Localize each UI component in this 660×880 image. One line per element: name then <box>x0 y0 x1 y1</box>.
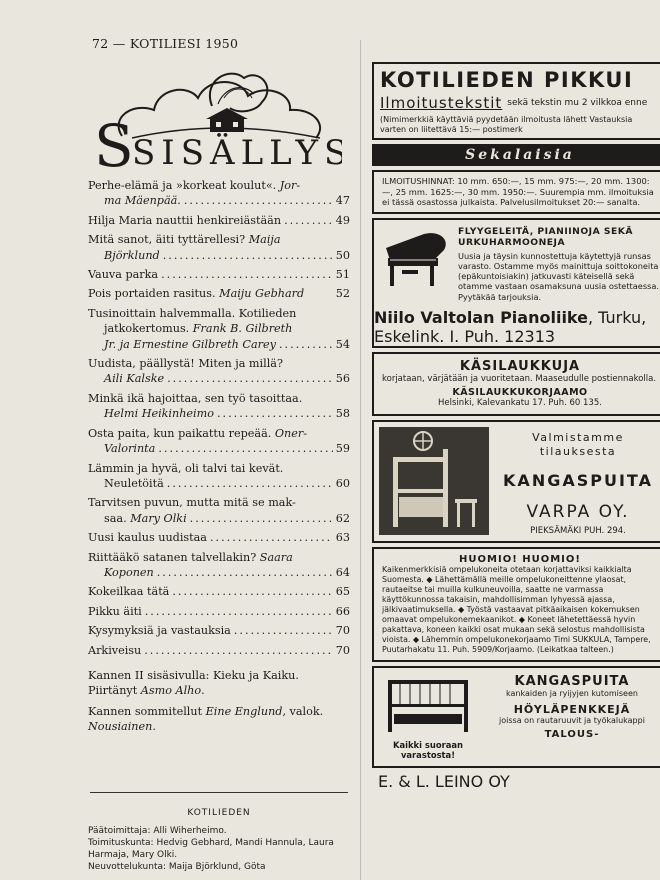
toc-line-text <box>88 286 304 301</box>
toc-dot-leader <box>144 643 333 658</box>
toc-line-text <box>88 550 293 565</box>
toc-page-number: 49 <box>335 213 350 227</box>
toc-dot-leader <box>284 213 333 228</box>
toc-line <box>88 213 350 228</box>
toc-line <box>88 178 350 193</box>
ad-leino-heading2: HÖYLÄPENKKEJÄ <box>513 702 631 716</box>
toc-dot-leader <box>210 530 333 545</box>
classifieds-note: (Nimimerkkiä käyttäviä pyydetään ilmoitusta lähett Vastauksia varten on liitettävä 15:— postimerk <box>380 115 633 134</box>
ad-leino-caption: Kaikki suoraan varastosta! <box>392 739 464 760</box>
toc-author: Frank B. Gilbreth <box>192 322 293 336</box>
toc-entry <box>88 584 350 599</box>
cover-credits <box>88 668 350 740</box>
toc-title: Perhe-elämä ja »korkeat koulut«. <box>88 179 280 192</box>
toc-line-text <box>88 495 296 510</box>
table-of-contents <box>88 178 350 662</box>
credit-line <box>88 704 350 735</box>
toc-page-number: 63 <box>335 531 350 545</box>
toc-line-text <box>88 213 281 228</box>
toc-line <box>88 461 350 476</box>
classified-ads-column <box>372 62 660 880</box>
toc-title: Pois portaiden rasitus. <box>88 287 220 301</box>
toc-line <box>88 530 350 545</box>
toc-page-number: 64 <box>335 565 350 579</box>
loom-icon <box>380 674 476 734</box>
toc-title: Vauva parka <box>88 268 159 282</box>
ad-varpa-line1: Valmistamme tilauksesta <box>532 430 624 458</box>
toc-line-text <box>104 476 164 491</box>
toc-line-text <box>104 193 181 208</box>
toc-title: Uudista, päällystä! Miten ja millä? <box>88 357 283 371</box>
toc-dot-leader <box>184 193 333 208</box>
toc-line <box>88 426 350 441</box>
toc-title: Arkiveisu <box>88 643 142 657</box>
credit-name: Nousiainen <box>88 720 153 734</box>
ad-handbags-text: korjataan, värjätään ja vuoritetaan. Maaseudulle postiennakolla. <box>382 373 657 384</box>
toc-line <box>88 565 350 580</box>
title-illustration <box>92 58 342 176</box>
toc-line-text <box>88 530 207 545</box>
toc-page-number: 59 <box>335 442 350 456</box>
toc-line-text <box>88 623 231 638</box>
toc-title: . <box>177 194 181 208</box>
toc-author: ma Mäenpää <box>104 194 178 208</box>
credit-text: , valok. <box>282 704 324 718</box>
toc-author: Mary Olki <box>130 511 187 525</box>
toc-author: Maija <box>248 233 281 247</box>
toc-line-text <box>88 356 283 371</box>
toc-author: Valorinta <box>104 442 156 456</box>
ad-varpa-product: KANGASPUITA <box>503 470 653 490</box>
toc-line-text <box>88 426 307 441</box>
house-cloud-illustration <box>92 58 342 176</box>
toc-entry <box>88 461 350 492</box>
toc-title: Kysymyksiä ja vastauksia <box>88 624 231 638</box>
toc-title: jatkokertomus. <box>104 322 193 336</box>
toc-line <box>88 337 350 352</box>
toc-dot-leader <box>163 248 333 263</box>
ad-leino-heading3: TALOUS- <box>544 728 600 740</box>
toc-author: Saara <box>259 550 293 564</box>
title-word: SISÄLLYS <box>132 133 342 173</box>
ad-piano-address: , Turku, Eskelink. I. Puh. 12313 <box>374 307 647 346</box>
masthead-line: Neuvottelukunta: Maija Björklund, Göta <box>88 862 266 872</box>
masthead-title: KOTILIEDEN <box>187 808 251 818</box>
toc-title: Osta paita, kun paikattu repeää. <box>88 426 275 440</box>
toc-entry <box>88 550 350 581</box>
toc-title: Kokeilkaa tätä <box>88 585 170 599</box>
toc-line-text <box>104 321 292 336</box>
toc-line-text <box>104 441 155 456</box>
toc-dot-leader <box>172 584 332 599</box>
toc-line-text <box>88 306 296 321</box>
ad-handbags-company: KÄSILAUKKUKORJAAMO <box>452 387 588 399</box>
toc-line <box>88 511 350 526</box>
toc-title: Pikku äiti <box>88 604 142 618</box>
toc-line-text <box>88 267 158 282</box>
toc-line-text <box>104 406 214 421</box>
toc-line <box>88 371 350 386</box>
toc-title: Minkä ikä hajoittaa, sen työ tasoittaa. <box>88 391 303 405</box>
credit-name: Asmo Alho <box>140 684 202 698</box>
toc-entry <box>88 178 350 209</box>
toc-line <box>88 232 350 247</box>
ad-sewing-heading: HUOMIO! HUOMIO! <box>459 553 581 565</box>
toc-line <box>88 550 350 565</box>
toc-page-number: 51 <box>335 268 350 282</box>
toc-page-number: 52 <box>335 287 350 301</box>
toc-line <box>88 584 350 599</box>
toc-line-text <box>88 391 302 406</box>
toc-author: Oner- <box>274 426 308 440</box>
ad-handbags <box>372 352 660 416</box>
toc-dot-leader <box>161 267 333 282</box>
toc-entry <box>88 267 350 282</box>
credit-text: . <box>201 684 205 698</box>
toc-author: Helmi Heikinheimo <box>104 407 214 421</box>
toc-line <box>88 267 350 282</box>
toc-page-number: 60 <box>335 476 350 490</box>
toc-entry <box>88 391 350 422</box>
toc-title: saa. <box>104 511 131 525</box>
toc-entry <box>88 495 350 526</box>
toc-page-number: 70 <box>335 624 350 638</box>
toc-line <box>88 441 350 456</box>
toc-line <box>88 356 350 371</box>
credit-text: . <box>152 720 156 734</box>
ad-piano <box>372 218 660 348</box>
ad-sewing-machines <box>372 547 660 662</box>
masthead-line: Toimituskunta: Hedvig Gebhard, Mandi Hannula, Laura Harmaja, Mary Olki. <box>88 838 334 860</box>
classifieds-title: KOTILIEDEN PIKKUI <box>380 68 634 92</box>
ad-piano-company: Niilo Valtolan Pianoliike <box>374 307 588 327</box>
masthead-line: Päätoimittaja: Alli Wiherheimo. <box>88 825 227 836</box>
toc-entry <box>88 232 350 263</box>
toc-line <box>88 193 350 208</box>
ad-leino-heading: KANGASPUITA <box>514 673 630 689</box>
toc-line <box>88 643 350 658</box>
classifieds-subtitle: Ilmoitustekstit <box>380 94 503 112</box>
toc-line <box>88 623 350 638</box>
toc-line <box>88 321 350 336</box>
toc-author: Björklund <box>104 248 160 262</box>
ad-handbags-heading: KÄSILAUKKUJA <box>459 358 581 374</box>
toc-dot-leader <box>157 565 333 580</box>
masthead <box>88 808 350 875</box>
toc-line-text <box>104 371 164 386</box>
ad-varpa-company: VARPA OY. <box>526 501 630 522</box>
toc-line <box>88 476 350 491</box>
toc-page-number: 58 <box>335 407 350 421</box>
toc-line <box>88 391 350 406</box>
column-divider <box>360 40 361 880</box>
toc-line <box>88 495 350 510</box>
toc-line-text <box>88 232 281 247</box>
toc-entry <box>88 306 350 352</box>
toc-dot-leader <box>158 441 332 456</box>
toc-dot-leader <box>167 371 333 386</box>
ad-piano-text: Uusia ja täysin kunnostettuja käytettyjä runsas varasto. Ostamme myös mainittuja soittokoneita (epäkuntoisiakin) jatkuvasti käteisellä sekä otamme vastaan osamaksuna uusia ostettaessa. Pyytäkää tarjouksia. <box>458 250 659 302</box>
toc-line <box>88 248 350 263</box>
ad-leino-text2: joissa on rautaruuvit ja työkalukappi <box>499 715 645 725</box>
credit-text: Kannen II sisäsivulla: Kieku ja Kaiku. Piirtänyt <box>88 669 299 698</box>
toc-page-number: 54 <box>335 337 350 351</box>
toc-dot-leader <box>167 476 333 491</box>
toc-dot-leader <box>234 623 333 638</box>
toc-page-number: 62 <box>335 511 350 525</box>
classifieds-header <box>372 62 660 140</box>
toc-dot-leader <box>190 511 333 526</box>
toc-line-text <box>88 178 300 193</box>
title-big-s: S <box>94 112 134 176</box>
toc-line-text <box>104 565 154 580</box>
toc-line-text <box>88 643 141 658</box>
toc-entry <box>88 530 350 545</box>
toc-line-text <box>88 604 142 619</box>
toc-page-number: 50 <box>335 248 350 262</box>
ad-varpa <box>372 420 660 543</box>
credit-line <box>88 668 350 699</box>
toc-line <box>88 306 350 321</box>
toc-title: Uusi kaulus uudistaa <box>88 531 207 545</box>
toc-line-text <box>104 248 160 263</box>
toc-entry <box>88 604 350 619</box>
toc-line-text <box>104 511 187 526</box>
loom-photo-image <box>379 427 489 535</box>
toc-author: Jor- <box>279 179 301 192</box>
toc-title: Tarvitsen puvun, mutta mitä se mak- <box>88 496 296 510</box>
toc-page-number: 66 <box>335 604 350 618</box>
toc-dot-leader <box>145 604 333 619</box>
toc-title: Tusinoittain halvemmalla. Kotilieden <box>88 306 297 320</box>
ad-sewing-text: Kaikenmerkkisiä ompelukoneita otetaan korjattaviksi kaikkialta Suomesta. ◆ Lähettämällä meille ompelukoneittenne ylaosat, rautaeitse tai muilla kulkuneuvoilla, saatte ne varmassa käyttökunnossa takaisin, mahdollisimman lyhyessä ajassa, jälkivaatimuksella. ◆ Työstä vastaavat pitkäaikaisen kokemuksen omaavat ompelukonemekaanikot. ◆ Koneet lähetettäessä hyvin pakattava, koneen kaikki osat mukaan sekä selostus mahdollisista vioista. ◆ Lähemmin ompelukonekorjaamo Timi SUKKULA, Tampere, Puutarhakatu 11. Puh. 5909/Korjaamo. (Leikatkaa talteen.) <box>382 564 651 654</box>
toc-entry <box>88 643 350 658</box>
toc-entry <box>88 426 350 457</box>
ad-leino-text1: kankaiden ja ryijyjen kutomiseen <box>506 688 638 698</box>
ad-leino <box>372 666 660 768</box>
toc-line-text <box>88 461 283 476</box>
toc-page-number: 65 <box>335 585 350 599</box>
ad-handbags-address: Helsinki, Kalevankatu 17. Puh. 60 135. <box>438 398 602 409</box>
grand-piano-icon <box>380 226 452 292</box>
toc-title: Lämmin ja hyvä, oli talvi tai kevät. <box>88 461 284 475</box>
toc-title: Mitä sanot, äiti tyttärellesi? <box>88 233 249 247</box>
ad-leino-company: E. & L. LEINO OY <box>378 771 510 791</box>
toc-dot-leader <box>217 406 333 421</box>
toc-author: Koponen <box>104 565 154 579</box>
toc-page-number: 56 <box>335 372 350 386</box>
toc-entry <box>88 286 350 301</box>
ad-varpa-address: PIEKSÄMÄKI PUH. 294. <box>530 525 626 536</box>
toc-line-text <box>104 337 276 352</box>
ad-prices: ILMOITUSHINNAT: 10 mm. 650:—, 15 mm. 975:—, 20 mm. 1300:—, 25 mm. 1625:—, 30 mm. 1950:—. Suurempia mm. ilmoituksia ei tässä osastossa julkaista. Palvelusilmoitukset 20:— sanalta. <box>372 170 660 214</box>
toc-title: Neuletöitä <box>104 476 164 490</box>
toc-line-text <box>88 584 169 599</box>
toc-entry <box>88 213 350 228</box>
page-header: 72 — KOTILIESI 1950 <box>92 36 239 51</box>
divider-line <box>90 792 348 793</box>
toc-entry <box>88 356 350 387</box>
toc-dot-leader <box>279 337 333 352</box>
toc-entry <box>88 623 350 638</box>
toc-line <box>88 406 350 421</box>
toc-page-number: 47 <box>335 194 350 208</box>
credit-text: Kannen sommitellut <box>88 704 206 718</box>
toc-line <box>88 286 350 301</box>
loom-photo <box>379 427 489 535</box>
toc-line <box>88 604 350 619</box>
toc-title: Hilja Maria nauttii henkireiästään <box>88 213 282 227</box>
toc-author: Maiju Gebhard <box>219 287 305 301</box>
toc-title: Riittääkö satanen talvellakin? <box>88 550 260 564</box>
section-band: Sekalaisia <box>372 144 660 166</box>
credit-name: Eine Englund <box>205 704 283 718</box>
toc-author: Jr. ja Ernestine Gilbreth Carey <box>104 337 276 351</box>
classifieds-subtitle-rest: sekä tekstin mu 2 vilkkoa enne <box>507 97 648 108</box>
toc-author: Aili Kalske <box>104 372 165 386</box>
toc-page-number: 70 <box>335 643 350 657</box>
ad-piano-heading: FLYYGELEITÄ, PIANIINOJA SEKÄ URKUHARMOONEJA <box>458 225 634 248</box>
